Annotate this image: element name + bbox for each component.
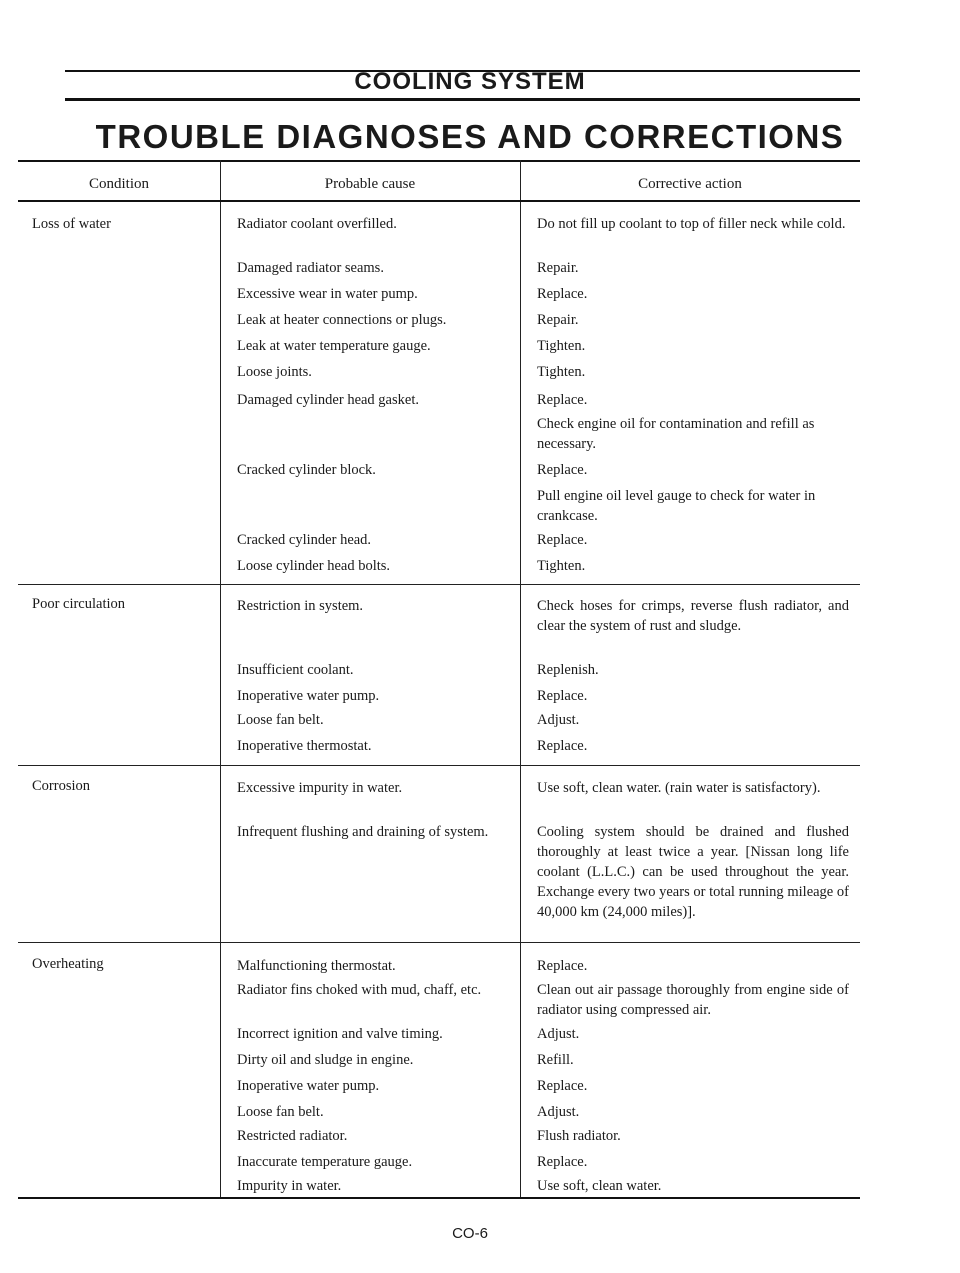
cause-item: Restricted radiator. xyxy=(237,1128,348,1144)
condition-corrosion: Corrosion xyxy=(32,778,90,794)
cause-item: Impurity in water. xyxy=(237,1178,342,1194)
cause-item: Inaccurate temperature gauge. xyxy=(237,1154,413,1170)
action-item: Tighten. xyxy=(537,338,586,354)
table-bottom-rule xyxy=(18,1197,860,1199)
cause-item: Infrequent flushing and draining of system. xyxy=(237,824,489,840)
cause-item: Inoperative thermostat. xyxy=(237,738,372,754)
action-item: Adjust. xyxy=(537,1026,580,1042)
cause-item: Loose fan belt. xyxy=(237,1104,324,1120)
table-top-rule xyxy=(18,160,860,162)
action-item: Repair. xyxy=(537,312,579,328)
cause-item: Insufficient coolant. xyxy=(237,662,354,678)
cause-item: Incorrect ignition and valve timing. xyxy=(237,1026,443,1042)
page-number: CO-6 xyxy=(452,1225,488,1242)
action-item: Use soft, clean water. xyxy=(537,1178,662,1194)
page-title: TROUBLE DIAGNOSES AND CORRECTIONS xyxy=(95,118,845,155)
group-divider xyxy=(18,584,860,585)
cause-item: Damaged cylinder head gasket. xyxy=(237,392,419,408)
table-header-rule xyxy=(18,200,860,202)
cause-item: Radiator coolant overfilled. xyxy=(237,216,397,232)
cause-item: Inoperative water pump. xyxy=(237,688,380,704)
cause-item: Cracked cylinder head. xyxy=(237,532,372,548)
action-item: Adjust. xyxy=(537,712,580,728)
cause-item: Loose fan belt. xyxy=(237,712,324,728)
cause-item: Inoperative water pump. xyxy=(237,1078,380,1094)
section-title: COOLING SYSTEM xyxy=(354,68,586,95)
cause-item: Dirty oil and sludge in engine. xyxy=(237,1052,414,1068)
action-item: Replace. xyxy=(537,286,588,302)
cause-item: Excessive wear in water pump. xyxy=(237,286,418,302)
action-item: Replace. xyxy=(537,392,588,408)
cause-item: Leak at heater connections or plugs. xyxy=(237,312,447,328)
cause-item: Radiator fins choked with mud, chaff, etc. xyxy=(237,982,482,998)
action-item: Clean out air passage thoroughly from engine side of radiator using compressed air. xyxy=(537,982,849,1018)
action-item: Replace. xyxy=(537,532,588,548)
action-item: Replace. xyxy=(537,688,588,704)
action-item: Replace. xyxy=(537,1154,588,1170)
action-item: Replace. xyxy=(537,738,588,754)
action-item: Do not fill up coolant to top of filler neck while cold. xyxy=(537,216,846,232)
cause-item: Malfunctioning thermostat. xyxy=(237,958,396,974)
cause-item: Damaged radiator seams. xyxy=(237,260,384,276)
column-header-condition: Condition xyxy=(88,176,149,192)
action-item: Check hoses for crimps, reverse flush radiator, and clear the system of rust and sludge. xyxy=(537,598,849,634)
action-item: Replenish. xyxy=(537,662,599,678)
cause-item: Leak at water temperature gauge. xyxy=(237,338,431,354)
cause-item: Loose joints. xyxy=(237,364,312,380)
action-item: Flush radiator. xyxy=(537,1128,621,1144)
group-divider xyxy=(18,942,860,943)
action-item: Refill. xyxy=(537,1052,574,1068)
group-divider xyxy=(18,765,860,766)
action-item: Cooling system should be drained and flushed thoroughly at least twice a year. [Nissan long life coolant (L.L.C.) can be used throughout the year. Exchange every two years or total running mileage of 40,000 km (24,000 miles)]. xyxy=(537,824,849,920)
condition-overheating: Overheating xyxy=(32,956,104,972)
cause-item: Restriction in system. xyxy=(237,598,364,614)
action-item: Repair. xyxy=(537,260,579,276)
action-item: Pull engine oil level gauge to check for water in crankcase. xyxy=(537,488,816,524)
action-item: Replace. xyxy=(537,1078,588,1094)
action-item: Use soft, clean water. (rain water is satisfactory). xyxy=(537,780,821,796)
column-header-probable-cause: Probable cause xyxy=(324,176,416,192)
header-bottom-rule xyxy=(65,98,860,101)
action-item: Check engine oil for contamination and refill as necessary. xyxy=(537,416,815,452)
action-item: Replace. xyxy=(537,462,588,478)
action-item: Replace. xyxy=(537,958,588,974)
condition-poor-circulation: Poor circulation xyxy=(32,596,126,612)
condition-loss-of-water: Loss of water xyxy=(32,216,111,232)
column-header-corrective-action: Corrective action xyxy=(638,176,742,192)
action-item: Tighten. xyxy=(537,558,586,574)
action-item: Tighten. xyxy=(537,364,586,380)
action-item: Adjust. xyxy=(537,1104,580,1120)
column-divider xyxy=(220,160,221,1199)
cause-item: Excessive impurity in water. xyxy=(237,780,403,796)
cause-item: Cracked cylinder block. xyxy=(237,462,376,478)
cause-item: Loose cylinder head bolts. xyxy=(237,558,391,574)
